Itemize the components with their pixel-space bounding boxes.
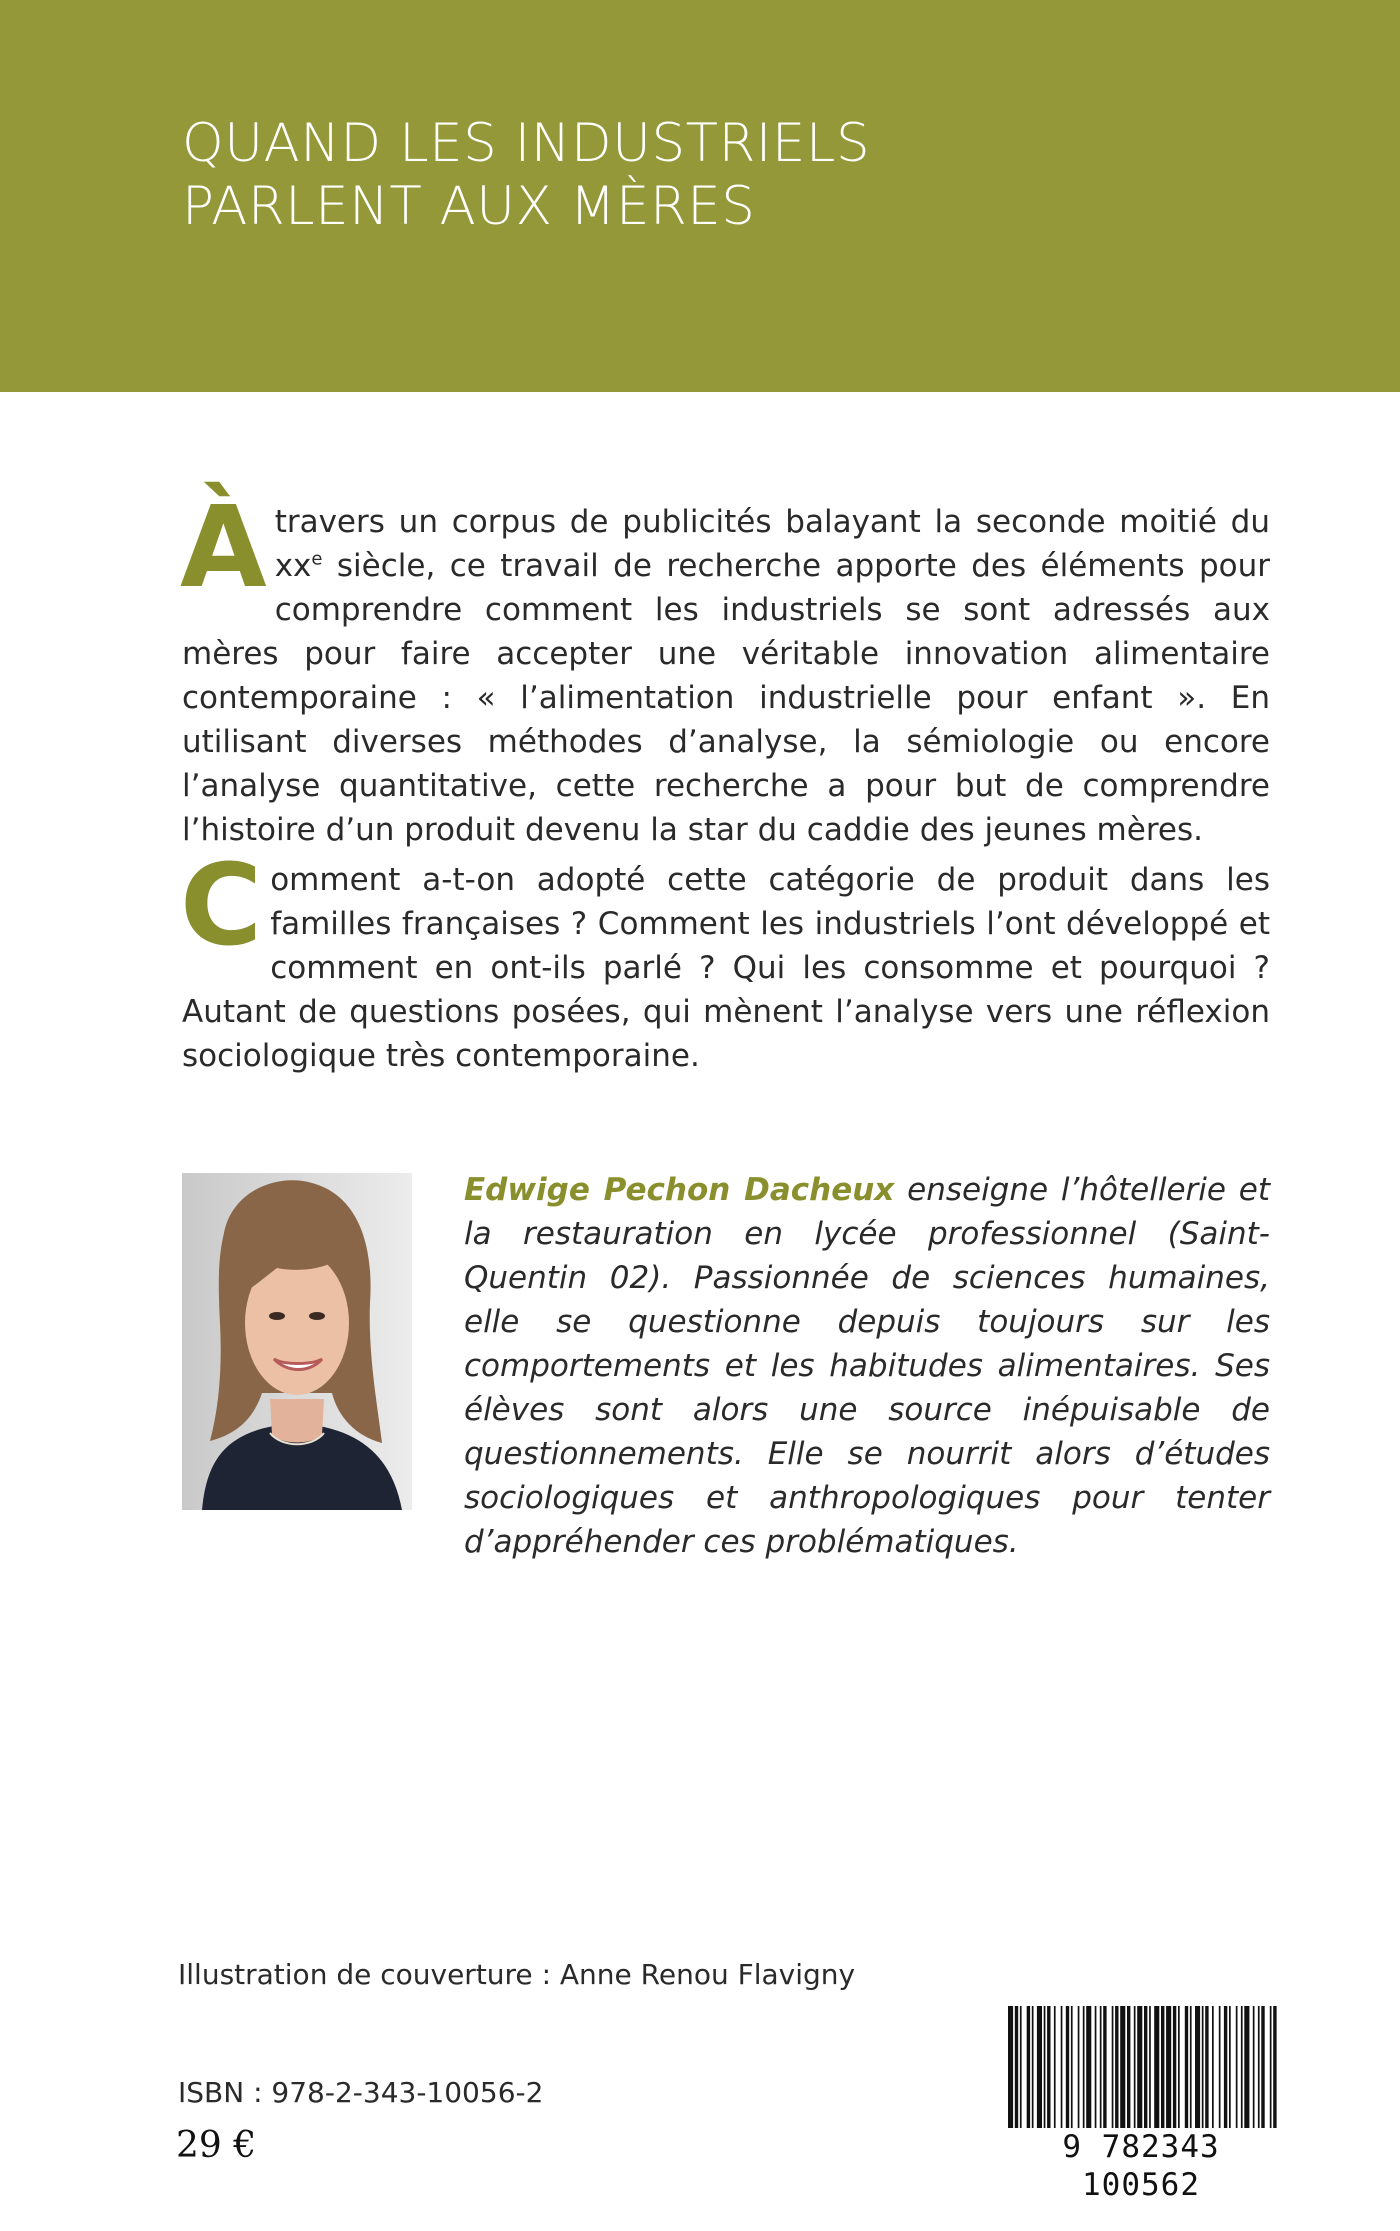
book-title: [182, 112, 1182, 238]
barcode-digits: 9 782343 100562: [996, 2128, 1286, 2204]
book-title-line-2: PARLENT AUX MÈRES: [182, 176, 756, 237]
price: 29 €: [176, 2125, 257, 2166]
blurb-p1-text-1: travers un corpus de publicités balayant la seconde moitié du xx: [274, 504, 1270, 584]
author-name: Edwige Pechon Dacheux: [464, 1172, 895, 1208]
cover-illustration-credit: Illustration de couverture : Anne Renou Flavigny: [178, 1958, 856, 1991]
blurb-p1-text-2: siècle, ce travail de recherche apporte des éléments pour comprendre comment les industriels se sont adressés aux mères pour faire accepter une véritable innovation alimentaire contemporaine : « l’alimentation industrielle pour enfant ». En utilisant diverses méthodes d’analyse, la sémiologie ou encore l’analyse quantitative, cette recherche a pour but de comprendre l’histoire d’un produit devenu la star du caddie des jeunes mères.: [182, 548, 1270, 848]
blurb-paragraph-1: [180, 483, 1270, 852]
blurb-p2-text: omment a-t-on adopté cette catégorie de produit dans les familles françaises ? Comment les industriels l’ont développé et comment en ont-ils parlé ? Qui les consomme et pourquoi ? Autant de questions posées, qui mènent l’analyse vers une réflexion sociologique très contemporaine.: [182, 862, 1270, 1074]
blurb-paragraph-2: [180, 841, 1270, 1078]
header-band: [0, 0, 1400, 392]
author-bio-text: enseigne l’hôtellerie et la restauration en lycée professionnel (Saint-Quentin 02). Passionnée de sciences humaines, elle se questionne depuis toujours sur les comportements et les habitudes alimentaires. Ses élèves sont alors une source inépuisable de questionnements. Elle se nourrit alors d’études sociologiques et anthropologiques pour tenter d’appréhender ces problématiques.: [464, 1172, 1270, 1560]
author-bio: [464, 1168, 1270, 1564]
author-photo: [182, 1173, 412, 1510]
dropcap-c: C: [180, 841, 263, 971]
dropcap-a: À: [180, 483, 267, 613]
book-title-line-1: QUAND LES INDUSTRIELS: [182, 113, 871, 174]
isbn: ISBN : 978-2-343-10056-2: [178, 2076, 544, 2109]
author-portrait-image: [182, 1173, 412, 1510]
century-superscript: e: [311, 548, 323, 570]
